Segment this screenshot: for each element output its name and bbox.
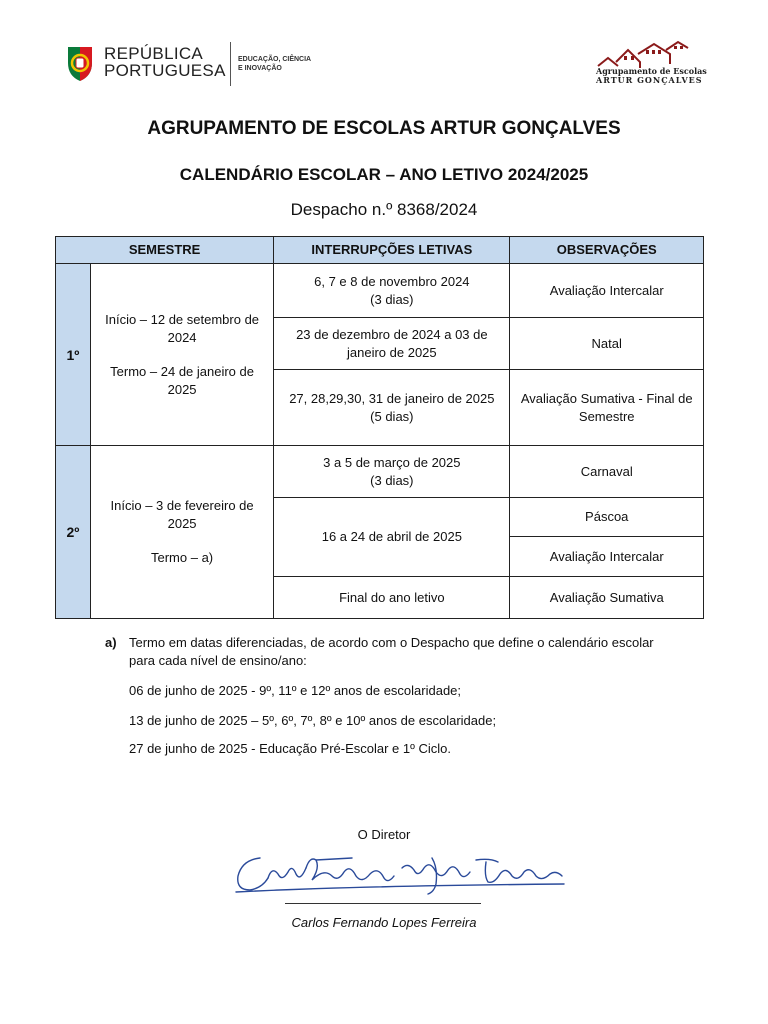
table-row	[56, 264, 704, 318]
semester-2-dates	[90, 446, 273, 619]
handwritten-signature-icon	[232, 838, 567, 908]
republica-text: REPÚBLICA PORTUGUESA	[104, 44, 226, 80]
header-observations: OBSERVAÇÕES	[510, 237, 704, 264]
semester-2-number: 2º	[56, 446, 91, 619]
note-date-line: 27 de junho de 2025 - Educação Pré-Escolar e 1º Ciclo.	[129, 741, 451, 756]
observation-cell: Avaliação Sumativa - Final de Semestre	[510, 370, 704, 446]
semester-1-end: Termo – 24 de janeiro de 2025	[110, 363, 254, 397]
school-logo-name: Agrupamento de Escolas	[596, 66, 707, 76]
note-date-line: 06 de junho de 2025 - 9º, 11º e 12º anos de escolaridade;	[129, 683, 462, 698]
interruption-cell: 6, 7 e 8 de novembro 2024 (3 dias)	[274, 264, 510, 318]
page-header	[0, 40, 768, 100]
interruption-cell: Final do ano letivo	[274, 577, 510, 619]
calendar-title: CALENDÁRIO ESCOLAR – ANO LETIVO 2024/2025	[179, 165, 589, 184]
header-interruptions: INTERRUPÇÕES LETIVAS	[274, 237, 510, 264]
observation-cell: Carnaval	[510, 446, 704, 498]
observation-cell: Natal	[510, 318, 704, 370]
observation-cell: Avaliação Intercalar	[510, 264, 704, 318]
semester-1-start: Início – 12 de setembro de 2024	[105, 311, 260, 345]
signature-line	[285, 903, 481, 904]
school-title: AGRUPAMENTO DE ESCOLAS ARTUR GONÇALVES	[147, 118, 621, 139]
semester-1-dates	[90, 264, 273, 446]
republica-portuguesa-emblem-icon	[62, 43, 96, 83]
director-role: O Diretor	[357, 827, 411, 842]
table-header-row	[56, 237, 704, 264]
observation-cell: Avaliação Sumativa	[510, 577, 704, 619]
ministry-text: EDUCAÇÃO, CIÊNCIA E INOVAÇÃO	[238, 56, 312, 72]
observation-cell: Avaliação Intercalar	[510, 537, 704, 577]
note-marker: a)	[105, 635, 117, 650]
observation-cell: Páscoa	[510, 498, 704, 537]
semester-1-number: 1º	[56, 264, 91, 446]
semester-2-end: Termo – a)	[151, 550, 214, 565]
school-logo-subname: ARTUR GONÇALVES	[596, 75, 703, 85]
semester-2-start: Início – 3 de fevereiro de 2025	[110, 498, 254, 531]
interruption-cell: 3 a 5 de março de 2025 (3 dias)	[274, 446, 510, 498]
header-semester: SEMESTRE	[56, 237, 274, 264]
table-row	[56, 446, 704, 498]
interruption-cell: 27, 28,29,30, 31 de janeiro de 2025 (5 dias)	[274, 370, 510, 446]
note-text: Termo em datas diferenciadas, de acordo com o Despacho que define o calendário escolar para cada nível de ensino/ano:	[129, 635, 654, 668]
note-date-line: 13 de junho de 2025 – 5º, 6º, 7º, 8º e 10º anos de escolaridade;	[129, 713, 497, 728]
calendar-table	[55, 236, 704, 619]
header-divider	[230, 42, 231, 86]
interruption-cell: 23 de dezembro de 2024 a 03 de janeiro de 2025	[274, 318, 510, 370]
director-name: Carlos Fernando Lopes Ferreira	[291, 915, 477, 930]
interruption-cell: 16 a 24 de abril de 2025	[274, 498, 510, 577]
despacho-title: Despacho n.º 8368/2024	[290, 200, 478, 219]
